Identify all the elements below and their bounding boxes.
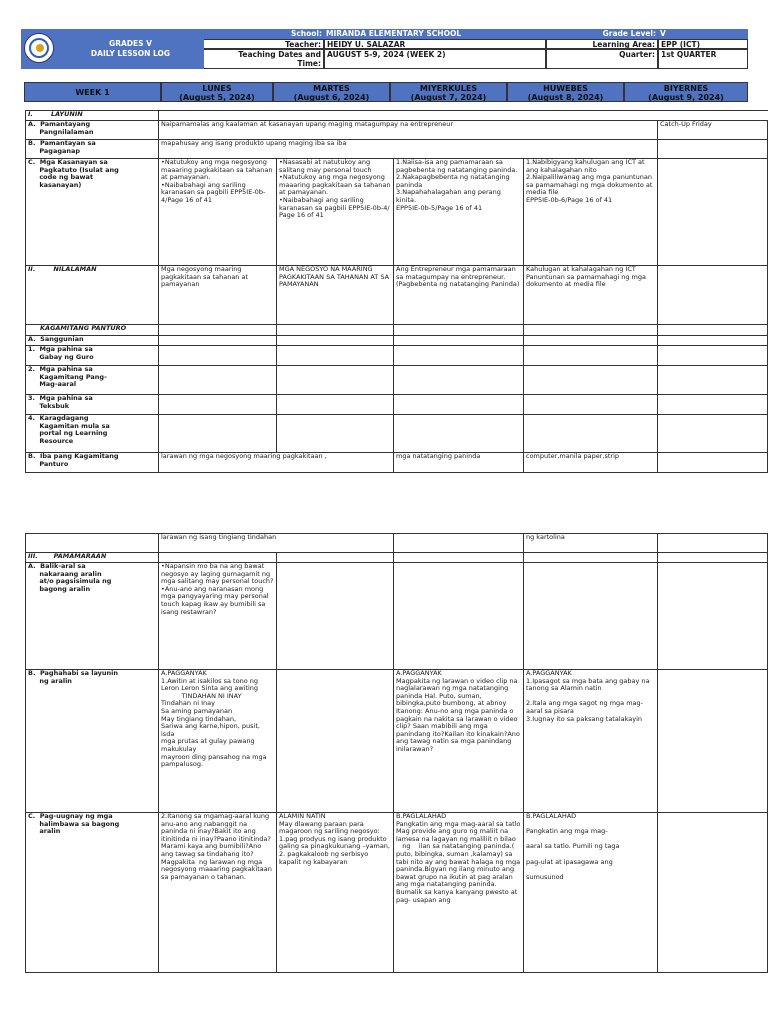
kagamitan-continued-mon-tue: larawan ng isang tingiang tindahan <box>159 534 394 553</box>
lesson-table-part1 <box>25 110 768 473</box>
table-row <box>26 813 768 973</box>
quarter-value: 1st QUARTER <box>658 49 748 69</box>
pamantayan-sa-pagaganap-text: mapahusay ang isang produkto upang maging iba sa iba <box>159 140 658 159</box>
balik-aral-label: A. Balik-aral sa nakaraang aralin at/o pagsisimula ng bagong aralin <box>26 563 159 670</box>
week-label: WEEK 1 <box>24 82 161 102</box>
kagamitang-pang-mag-aaral-label: 2. Mga pahina sa Kagamitang Pang- Mag-aaral <box>26 366 159 395</box>
deped-seal-icon <box>24 33 54 63</box>
pag-uugnay-thursday: B.PAGLALAHAD Pangkatin ang mga mag- aaral sa tatlo. Pumili ng taga pag-ulat at ipasagawa ang sumusunod <box>524 813 658 973</box>
table-row <box>26 395 768 415</box>
table-row <box>26 111 768 121</box>
pamantayang-pangnilalaman-label: A. Pamantayang Pangnilalaman <box>26 121 159 140</box>
table-row <box>26 121 768 140</box>
table-row <box>26 670 768 813</box>
day-header-tue: MARTES (August 6, 2024) <box>273 82 390 102</box>
table-row <box>26 553 768 563</box>
paghahabi-thursday: A.PAGGANYAK 1.Ipasagot sa mga bata ang gabay na tanong sa Alamin natin 2.Itala ang mga sagot ng mga mag-aaral sa pisara 3.Iugnay ito sa paksang tatalakayin <box>524 670 658 813</box>
table-row <box>26 346 768 366</box>
grade-level-value: V <box>658 29 748 39</box>
pag-uugnay-monday: 2.Itanong sa mgamag-aaral kung anu-ano ang nabanggit na paninda ni inay?Bakit ito ang itinitinda ni inay?Paano itinitinda?Marami kaya ang bumibili?Ano ang tawag sa tindahang ito? Magpakita ng larawan ng mga negosyong maaaring pagkakitaan sa pamayanan o tahanan. <box>159 813 277 973</box>
iba-pang-kagamitan-mon-tue: larawan ng mga negosyong maaring pagkakitaan , <box>159 453 394 473</box>
kasanayan-monday: •Natutukoy ang mga negosyong maaaring pagkakitaan sa tahanan at pamayanan. •Naibabahagi ang sariling karanasan sa pagbili EPP5IE-0b-4/Page 16 of 41 <box>159 159 277 266</box>
grade-level-label: Grade Level: <box>546 29 658 39</box>
header-info-grid <box>204 29 748 69</box>
nilalaman-tuesday: MGA NEGOSYO NA MAARING PAGKAKITAAN SA TAHANAN AT SA PAMAYANAN <box>277 266 394 325</box>
pamantayang-pangnilalaman-text: Naipamamalas ang kaalaman at kasanayan upang maging matagumpay na entrepreneur <box>159 121 658 140</box>
iba-pang-kagamitan-thursday: computer,manila paper,strip <box>524 453 658 473</box>
day-header-mon: LUNES (August 5, 2024) <box>161 82 273 102</box>
balik-aral-monday: •Napansin mo ba na ang bawat negosyo ay laging gumagamit ng mga salitang may personal touch? •Anu-ano ang naranasan mong mga pangyayaring may personal touch kapag ikaw ay bumibili sa isang restawran? <box>159 563 277 670</box>
paghahabi-monday: A.PAGGANYAK 1.Awitin at isakilos sa tono ng Leron Leron Sinta ang awiting TINDAHAN NI INAY Tindahan ni Inay Sa aming pamayanan May tingiang tindahan, Sariwa ang karne,hipon, pusit, isda mga prutas at gulay pawang makukulay mayroon ding pansahog na mga pampalusog. <box>159 670 277 813</box>
iba-pang-kagamitan-wednesday: mga natatanging paninda <box>394 453 524 473</box>
iba-pang-kagamitan-label: B. Iba pang Kagamitang Panturo <box>26 453 159 473</box>
lesson-table-part2 <box>25 533 768 973</box>
day-header-thu: HUWEBES (August 8, 2024) <box>507 82 624 102</box>
kagamitang-panturo-heading: KAGAMITANG PANTURO <box>26 325 159 336</box>
paghahabi-label: B. Paghahabi sa layunin ng aralin <box>26 670 159 813</box>
nilalaman-heading: II. NILALAMAN <box>26 266 159 325</box>
dates-value: AUGUST 5-9, 2024 (WEEK 2) <box>324 49 546 69</box>
nilalaman-wednesday: Ang Entrepreneur mga pamamaraan sa matagumpay na entrepreneur. (Pagbebenta ng natatanging Paninda) <box>394 266 524 325</box>
teacher-label: Teacher: <box>204 39 324 49</box>
table-row <box>26 159 768 266</box>
table-row <box>26 336 768 346</box>
dates-label: Teaching Dates and Time: <box>204 49 324 69</box>
log-title: DAILY LESSON LOG <box>90 49 171 58</box>
nilalaman-monday: Mga negosyong maaring pagkakitaan sa tahanan at pamayanan <box>159 266 277 325</box>
sanggunian-label: A. Sanggunian <box>26 336 159 346</box>
header-title-block <box>21 29 204 69</box>
paghahabi-wednesday: A.PAGGANYAK Magpakita ng larawan o video clip na naglalarawan ng mga natatanging paninda Hal. Puto, suman, bibingka,puto bumbong, at abnoy Itanong: Anu-no ang mga paninda o pagkain na nakita sa larawan o video clip? Saan mabibili ang mga panindang ito?Kailan ito kinakain?Ano ang tawag natin sa mga panindang inilarawan? <box>394 670 524 813</box>
pag-uugnay-tuesday: ALAMIN NATIN May dlawang paraan para magaroon ng sariling negosyo: 1.pag prodyus ng isang produkto galing sa pinagkukunang –yaman, 2. pagkakaloob ng serbisyo kapalit ng kabayaran <box>277 813 394 973</box>
kasanayan-tuesday: •Nasasabi at natutukoy ang salitang may personal touch •Natutukoy ang mga negosyong maaaring pagkakitaan sa tahanan at pamayanan. •Naibabahagi ang sariling karanasan sa pagbili EPP5IE-0b-4/ Page 16 of 41 <box>277 159 394 266</box>
pag-uugnay-label: C. Pag-uugnay ng mga halimbawa sa bagong aralin <box>26 813 159 973</box>
table-row <box>26 415 768 453</box>
karagdagang-kagamitan-label: 4. Karagdagang Kagamitan mula sa portal ng Learning Resource <box>26 415 159 453</box>
grades-label: GRADES V <box>109 39 152 48</box>
pamamaraan-heading: III. PAMAMARAAN <box>26 553 159 563</box>
gabay-ng-guro-label: 1. Mga pahina sa Gabay ng Guro <box>26 346 159 366</box>
kasanayan-wednesday: 1.Naiisa-isa ang pamamaraan sa pagbebenta ng natatanging paninda. 2.Nakapagbebenta ng natatanging paninda 3.Napahahalagahan ang perang kinita. EPP5IE-0b-5/Page 16 of 41 <box>394 159 524 266</box>
day-header-wed: MIYERKULES (August 7, 2024) <box>390 82 507 102</box>
table-row <box>26 266 768 325</box>
learning-area-value: EPP (ICT) <box>658 39 748 49</box>
table-row <box>26 563 768 670</box>
kagamitan-continued-thursday: ng kartolina <box>524 534 658 553</box>
teksbuk-label: 3. Mga pahina sa Teksbuk <box>26 395 159 415</box>
pag-uugnay-wednesday: B.PAGLALAHAD Pangkatin ang mga mag-aaral sa tatlo Mag provide ang guro ng maliit na lamesa na lagayan ng maliliit n bilao ng ilan sa natatanging paninda.( puto, bibingka, suman ,kalamay) sa tabi nito ay ang bawat halaga ng mga paninda.Bigyan ng ilang minuto ang bawat grupo na ikutin at pag aralan ang mga natatanging paninda. Bumalik sa kanya kanyang pwesto at pag- usapan ang <box>394 813 524 973</box>
nilalaman-thursday: Kahulugan at kahalagahan ng ICT Panuntunan sa pamamahagi ng mga dokumento at media file <box>524 266 658 325</box>
lesson-log-header <box>21 29 748 69</box>
layunin-heading: I. LAYUNIN <box>26 111 159 121</box>
school-value: MIRANDA ELEMENTARY SCHOOL <box>324 29 546 39</box>
table-row <box>26 366 768 395</box>
catch-up-friday-text: Catch-Up Friday <box>658 121 768 140</box>
kasanayan-thursday: 1.Nabibigyang kahulugan ang ICT at ang kahalagahan nito 2.Naipaliliwanag ang mga panuntunan sa pamamahagi ng mga dokumento at media file EPP5IE-0b-6/Page 16 of 41 <box>524 159 658 266</box>
day-header-fri: BIYERNES (August 9, 2024) <box>624 82 748 102</box>
quarter-label: Quarter: <box>546 49 658 69</box>
pamantayan-sa-pagaganap-label: B. Pamantayan sa Pagaganap <box>26 140 159 159</box>
table-row <box>26 534 768 553</box>
learning-area-label: Learning Area: <box>546 39 658 49</box>
table-row <box>26 140 768 159</box>
school-label: School: <box>204 29 324 39</box>
teacher-value: HEIDY U. SALAZAR <box>324 39 546 49</box>
kasanayan-label: C. Mga Kasanayan sa Pagkatuto (Isulat ang code ng bawat kasanayan) <box>26 159 159 266</box>
table-row <box>26 453 768 473</box>
table-row <box>26 325 768 336</box>
